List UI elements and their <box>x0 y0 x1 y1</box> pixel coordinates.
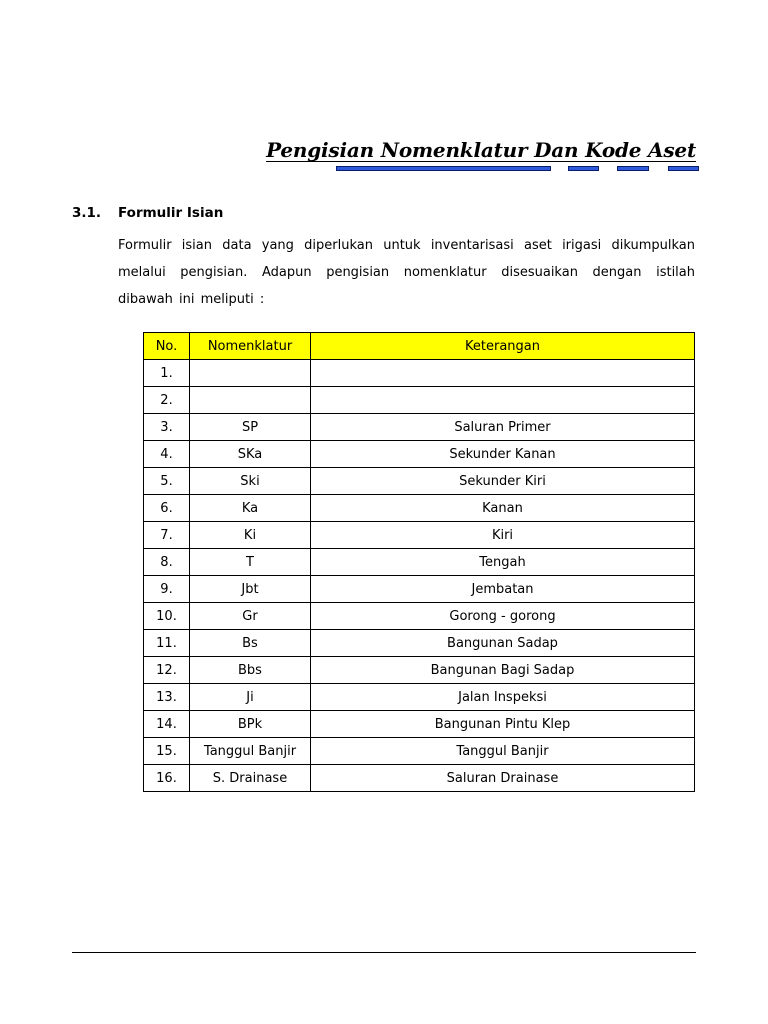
row-number-cell: 1. <box>144 360 190 387</box>
keterangan-cell: Kanan <box>311 495 695 522</box>
nomenklatur-cell: BPk <box>190 711 311 738</box>
header-bar-short-3 <box>668 166 699 171</box>
table-row <box>144 549 695 576</box>
table-row <box>144 522 695 549</box>
keterangan-cell: Kiri <box>311 522 695 549</box>
row-number-cell: 14. <box>144 711 190 738</box>
keterangan-cell <box>311 387 695 414</box>
keterangan-cell: Tengah <box>311 549 695 576</box>
nomenklatur-cell: SP <box>190 414 311 441</box>
keterangan-cell: Saluran Drainase <box>311 765 695 792</box>
nomenklatur-cell: Gr <box>190 603 311 630</box>
row-number-cell: 6. <box>144 495 190 522</box>
nomenklatur-cell: Ski <box>190 468 311 495</box>
row-number-cell: 13. <box>144 684 190 711</box>
table-row <box>144 657 695 684</box>
row-number-cell: 11. <box>144 630 190 657</box>
keterangan-cell <box>311 360 695 387</box>
keterangan-cell: Jembatan <box>311 576 695 603</box>
nomenklatur-cell <box>190 387 311 414</box>
section-number: 3.1. <box>72 205 102 221</box>
nomenklatur-cell: Ka <box>190 495 311 522</box>
table-row <box>144 684 695 711</box>
nomenklatur-cell: SKa <box>190 441 311 468</box>
row-number-cell: 12. <box>144 657 190 684</box>
page-header-title: Pengisian Nomenklatur Dan Kode Aset <box>266 138 696 162</box>
nomenklatur-cell: Bbs <box>190 657 311 684</box>
nomenklatur-cell: Ji <box>190 684 311 711</box>
keterangan-cell: Tanggul Banjir <box>311 738 695 765</box>
section-paragraph: Formulir isian data yang diperlukan untuk inventarisasi aset irigasi dikumpulkan melalui pengisian. Adapun pengisian nomenklatur disesuaikan dengan istilah dibawah ini meliputi : <box>118 238 695 307</box>
keterangan-cell: Jalan Inspeksi <box>311 684 695 711</box>
row-number-cell: 10. <box>144 603 190 630</box>
footer-rule <box>72 952 696 953</box>
row-number-cell: 3. <box>144 414 190 441</box>
table-row <box>144 468 695 495</box>
section-title: Formulir Isian <box>118 205 224 221</box>
nomenklatur-cell <box>190 360 311 387</box>
nomenklatur-cell: Jbt <box>190 576 311 603</box>
header-bar-long <box>336 166 551 171</box>
row-number-cell: 7. <box>144 522 190 549</box>
section-heading <box>72 205 223 221</box>
header-keterangan: Keterangan <box>311 333 695 360</box>
keterangan-cell: Gorong - gorong <box>311 603 695 630</box>
nomenklatur-cell: Tanggul Banjir <box>190 738 311 765</box>
header-bar-short-1 <box>568 166 599 171</box>
table-row <box>144 576 695 603</box>
keterangan-cell: Saluran Primer <box>311 414 695 441</box>
keterangan-cell: Bangunan Pintu Klep <box>311 711 695 738</box>
table-row <box>144 603 695 630</box>
row-number-cell: 5. <box>144 468 190 495</box>
row-number-cell: 15. <box>144 738 190 765</box>
row-number-cell: 8. <box>144 549 190 576</box>
keterangan-cell: Bangunan Sadap <box>311 630 695 657</box>
header-bar-short-2 <box>617 166 649 171</box>
table-row <box>144 630 695 657</box>
table-row <box>144 441 695 468</box>
nomenklatur-cell: S. Drainase <box>190 765 311 792</box>
nomenklatur-cell: Bs <box>190 630 311 657</box>
header-no: No. <box>144 333 190 360</box>
row-number-cell: 2. <box>144 387 190 414</box>
table-row <box>144 738 695 765</box>
table-row <box>144 387 695 414</box>
table-row <box>144 414 695 441</box>
keterangan-cell: Bangunan Bagi Sadap <box>311 657 695 684</box>
table-row <box>144 711 695 738</box>
nomenclature-table <box>143 332 695 792</box>
table-row <box>144 495 695 522</box>
table-row <box>144 765 695 792</box>
keterangan-cell: Sekunder Kiri <box>311 468 695 495</box>
row-number-cell: 4. <box>144 441 190 468</box>
header-decoration-bars <box>0 166 768 171</box>
header-nomenklatur: Nomenklatur <box>190 333 311 360</box>
row-number-cell: 16. <box>144 765 190 792</box>
nomenklatur-cell: Ki <box>190 522 311 549</box>
nomenklatur-cell: T <box>190 549 311 576</box>
table-header-row <box>144 333 695 360</box>
table-row <box>144 360 695 387</box>
row-number-cell: 9. <box>144 576 190 603</box>
keterangan-cell: Sekunder Kanan <box>311 441 695 468</box>
table-body <box>144 360 695 792</box>
